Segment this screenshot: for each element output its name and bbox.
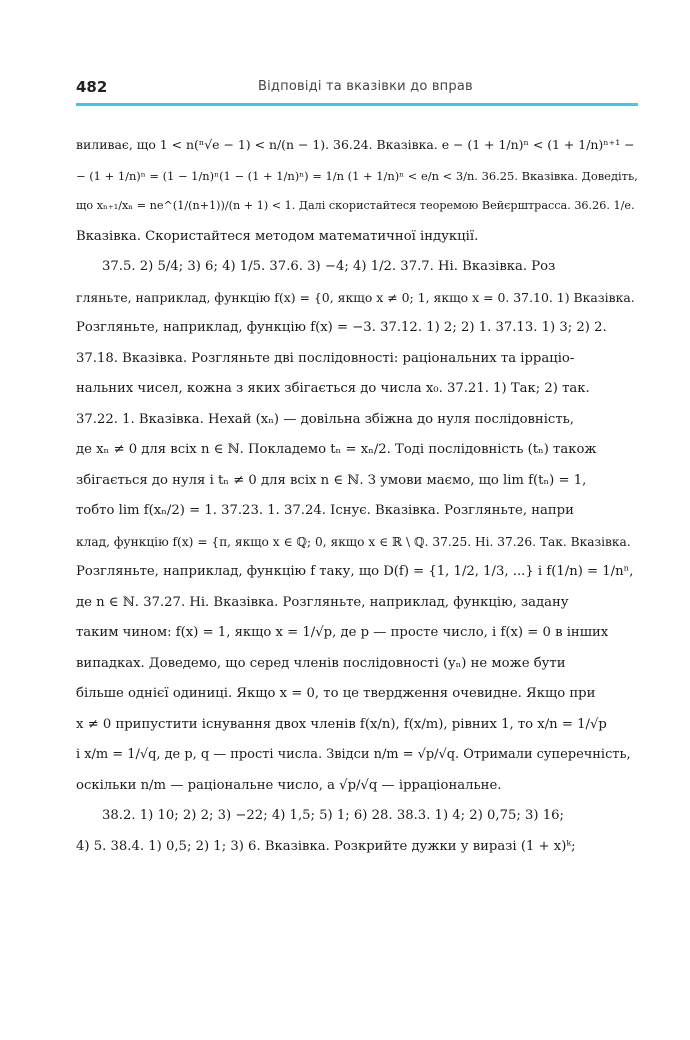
text-line: оскільки n/m — раціональне число, а √p/√q — ірраціональне. (76, 777, 502, 793)
text-line: Вказівка. Скористайтеся методом математичної індукції. (76, 228, 479, 244)
text-line: − (1 + 1/n)ⁿ = (1 − 1/n)ⁿ(1 − (1 + 1/n)ⁿ) = 1/n (1 + 1/n)ⁿ < e/n < 3/n. 36.25. Вказівка. Доведіть, (76, 168, 638, 183)
text-line: гляньте, наприклад, функцію f(x) = {0, якщо x ≠ 0; 1, якщо x = 0. 37.10. 1) Вказівка. (76, 289, 635, 305)
page-number: 482 (76, 78, 108, 96)
text-line: 38.2. 1) 10; 2) 2; 3) −22; 4) 1,5; 5) 1; 6) 28. 38.3. 1) 4; 2) 0,75; 3) 16; (102, 808, 564, 823)
text-line: що xₙ₊₁/xₙ = ne^(1/(n+1))/(n + 1) < 1. Далі скористайтеся теоремою Вейєрштрасса. 36.26. 1/e. (76, 199, 635, 212)
text-line: 37.22. 1. Вказівка. Нехай (xₙ) — довільна збіжна до нуля послідовність, (76, 411, 574, 427)
text-line: Розгляньте, наприклад, функцію f(x) = −3. 37.12. 1) 2; 2) 1. 37.13. 1) 3; 2) 2. (76, 320, 607, 335)
text-line: Розгляньте, наприклад, функцію f таку, що D(f) = {1, 1/2, 1/3, ...} і f(1/n) = 1/nⁿ, (76, 564, 634, 579)
text-line: де xₙ ≠ 0 для всіх n ∈ ℕ. Покладемо tₙ = xₙ/2. Тоді послідовність (tₙ) також (76, 442, 597, 457)
text-line: 37.5. 2) 5/4; 3) 6; 4) 1/5. 37.6. 3) −4; 4) 1/2. 37.7. Ні. Вказівка. Роз (102, 259, 556, 274)
text-line: таким чином: f(x) = 1, якщо x = 1/√p, де p — просте число, і f(x) = 0 в інших (76, 625, 609, 640)
text-line: і x/m = 1/√q, де p, q — прості числа. Звідси n/m = √p/√q. Отримали суперечність, (76, 747, 631, 762)
text-line: тобто lim f(xₙ/2) = 1. 37.23. 1. 37.24. Існує. Вказівка. Розгляньте, напри (76, 503, 574, 518)
text-line: випадках. Доведемо, що серед членів послідовності (yₙ) не може бути (76, 655, 566, 671)
text-line: де n ∈ ℕ. 37.27. Ні. Вказівка. Розгляньте, наприклад, функцію, задану (76, 594, 569, 610)
text-line: 4) 5. 38.4. 1) 0,5; 2) 1; 3) 6. Вказівка. Розкрийте дужки у виразі (1 + x)ᵏ; (76, 838, 576, 854)
answers-body (76, 130, 638, 862)
page-header (76, 78, 638, 106)
text-line: виливає, що 1 < n(ⁿ√e − 1) < n/(n − 1). 36.24. Вказівка. e − (1 + 1/n)ⁿ < (1 + 1/n)ⁿ⁺¹ − (76, 137, 635, 152)
text-line: нальних чисел, кожна з яких збігається до числа x₀. 37.21. 1) Так; 2) так. (76, 381, 590, 396)
text-line: клад, функцію f(x) = {π, якщо x ∈ ℚ; 0, якщо x ∈ ℝ \ ℚ. 37.25. Ні. 37.26. Так. Вказівка. (76, 534, 631, 549)
running-title: Відповіді та вказівки до вправ (258, 79, 473, 94)
text-line: x ≠ 0 припустити існування двох членів f(x/n), f(x/m), рівних 1, то x/n = 1/√p (76, 716, 607, 732)
header-rule (76, 103, 638, 106)
text-line: більше однієї одиниці. Якщо x = 0, то це твердження очевидне. Якщо при (76, 686, 596, 701)
text-line: 37.18. Вказівка. Розгляньте дві послідовності: раціональних та ірраціо- (76, 350, 575, 366)
text-line: збігається до нуля і tₙ ≠ 0 для всіх n ∈ ℕ. З умови маємо, що lim f(tₙ) = 1, (76, 472, 587, 488)
